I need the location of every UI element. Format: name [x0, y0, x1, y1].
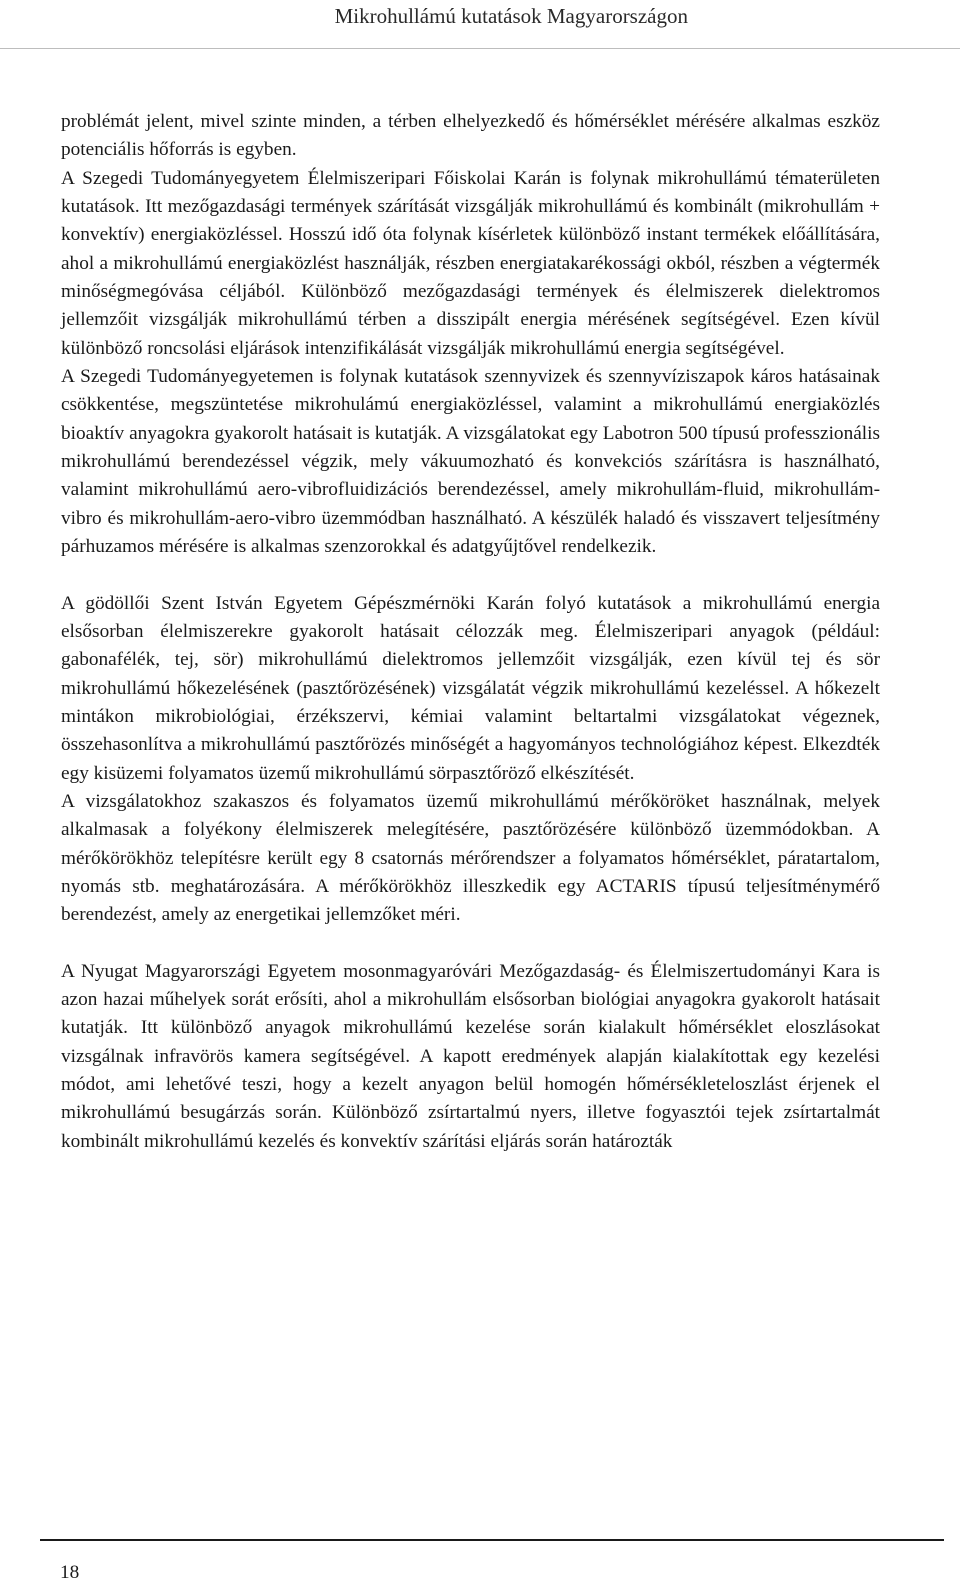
- paragraph: problémát jelent, mivel szinte minden, a térben elhelyezkedő és hőmérséklet mérésére alkalmas eszköz potenciális hőforrás is egyben.: [61, 111, 880, 161]
- footer-divider: [40, 1539, 944, 1541]
- paragraph: A Szegedi Tudományegyetem Élelmiszeripari Főiskolai Karán is folynak mikrohullámú tématerületen kutatások. Itt mezőgazdasági termények szárítását vizsgálják mikrohullámú és kombinált (mikrohullám + konvektív) energiaközléssel. Hosszú idő óta folynak kísérletek különböző instant termékek előállítására, ahol a mikrohullámú energiaközlést használják, részben energiatakarékossági okból, részben a végtermék minőségmegóvása céljából. Különböző mezőgazdasági termények és élelmiszerek dielektromos jellemzőit vizsgálják mikrohullámú térben a disszipált energia mérésének segítségével. Ezen kívül különböző roncsolási eljárások intenzifikálását vizsgálják mikrohullámú energia segítségével.: [61, 167, 880, 359]
- paragraph: A vizsgálatokhoz szakaszos és folyamatos üzemű mikrohullámú mérőköröket használnak, melyek alkalmasak a folyékony élelmiszerek melegítésére, pasztőrözésére különböző üzemmódokban. A mérőkörökhöz telepítésre került egy 8 csatornás mérőrendszer a folyamatos hőmérséklet, páratartalom, nyomás stb. meghatározására. A mérőkörökhöz illeszkedik egy ACTARIS típusú teljesítménymérő berendezést, amely az energetikai jellemzőket méri.: [61, 790, 880, 926]
- running-header: [0, 0, 960, 40]
- paragraph: A gödöllői Szent István Egyetem Gépészmérnöki Karán folyó kutatások a mikrohullámú energia elsősorban élelmiszerekre gyakorolt hatásait célozzák meg. Élelmiszeripari anyagok (például: gabonafélék, tej, sör) mikrohullámú dielektromos jellemzőit vizsgálják, ezen kívül tej és sör mikrohullámú hőkezelésének (pasztőrözésének) vizsgálatát végzik mikrohullámú kezeléssel. A hőkezelt mintákon mikrobiológiai, érzékszervi, kémiai valamint beltartalmi vizsgálatokat végeznek, összehasonlítva a mikrohullámú pasztőrözés minőségét a hagyományos technológiához képest. Elkezdték egy kisüzemi folyamatos üzemű mikrohullámú sörpasztőröző elkészítését.: [61, 592, 880, 784]
- section-gap: [61, 562, 880, 590]
- page-number: 18: [60, 1562, 80, 1583]
- document-body: [61, 108, 880, 1156]
- paragraph: A Nyugat Magyarországi Egyetem mosonmagyaróvári Mezőgazdaság- és Élelmiszertudományi Kara is azon hazai műhelyek sorát erősíti, ahol a mikrohullám elsősorban biológiai anyagokra gyakorolt hatásait kutatják. Itt különböző anyagok mikrohullámú kezelése során kialakult hőmérséklet eloszlásokat vizsgálnak infravörös kamera segítségével. A kapott eredmények alapján kialakítottak egy kezelési módot, ami lehetővé teszi, hogy a kezelt anyagon belül homogén hőmérsékleteloszlást érjenek el mikrohullámú besugárzás során. Különböző zsírtartalmú nyers, illetve fogyasztói tejek zsírtartalmát kombinált mikrohullámú kezelés és konvektív szárítási eljárás során határozták: [61, 960, 880, 1152]
- paragraph: A Szegedi Tudományegyetemen is folynak kutatások szennyvizek és szennyvíziszapok káros hatásainak csökkentése, megszüntetése mikrohulámú energiaközléssel, valamint a mikrohullámú energiaközlés bioaktív anyagokra gyakorolt hatásait is kutatják. A vizsgálatokat egy Labotron 500 típusú professzionális mikrohullámú berendezéssel végzik, mely vákuumozható és konvekciós szárításra is használható, valamint mikrohullámú aero-vibrofluidizációs berendezéssel, amely mikrohullám-fluid, mikrohullám-vibro és mikrohullám-aero-vibro üzemmódban használható. A készülék haladó és visszavert teljesítmény párhuzamos mérésére is alkalmas szenzorokkal és adatgyűjtővel rendelkezik.: [61, 366, 880, 558]
- running-title: Mikrohullámú kutatások Magyarországon: [334, 4, 688, 28]
- header-divider: [0, 48, 960, 49]
- section-gap: [61, 930, 880, 958]
